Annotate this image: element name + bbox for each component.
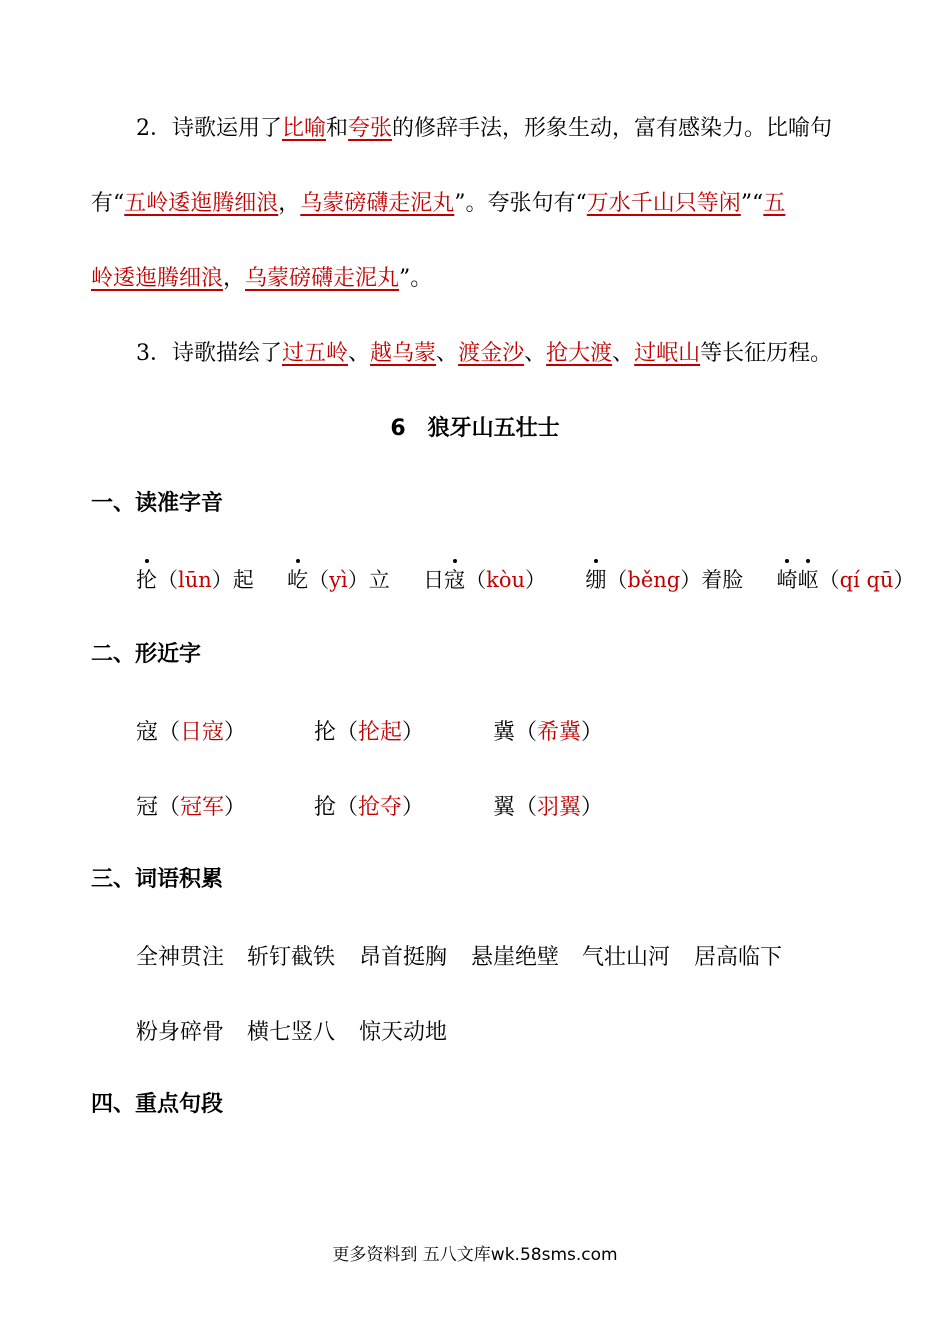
paren-open: （: [158, 720, 181, 745]
p3-suffix: 等长征历程。: [700, 341, 833, 366]
word-tail: 起: [232, 568, 254, 592]
paren-open: （: [818, 568, 840, 592]
p3-sep: 、: [612, 341, 635, 366]
paren-open: （: [336, 795, 359, 820]
p2-line2: [91, 189, 785, 219]
answer-metaphor-2: 乌蒙磅礴走泥丸: [300, 191, 455, 216]
dotted-char: 岖: [798, 565, 819, 595]
p2-mid2: ”“: [740, 191, 764, 216]
paren-open: （: [158, 795, 181, 820]
pronunciation-item: [423, 568, 553, 592]
answer-exaggeration-2a: 五: [763, 191, 786, 216]
similar-char-item: [314, 790, 424, 821]
pinyin: qí qū: [839, 568, 894, 592]
answer-bi-yu: 比喻: [282, 116, 327, 141]
p2-rest: 的修辞手法，形象生动，富有感染力。比喻句: [392, 116, 833, 141]
similar-char: 冀: [493, 720, 516, 745]
paren-open: （: [308, 568, 330, 592]
section1-heading: 一、读准字音: [91, 491, 224, 516]
word-tail: 立: [368, 568, 390, 592]
similar-char-item: [493, 715, 603, 746]
paren-open: （: [465, 568, 487, 592]
similar-word: 希冀: [537, 720, 582, 745]
answer-route-5: 过岷山: [634, 341, 701, 366]
similar-char: 抡: [314, 720, 337, 745]
paren-close: ）: [402, 720, 425, 745]
vocab-word: 粉身碎骨: [136, 1020, 225, 1045]
paren-open: （: [336, 720, 359, 745]
pronunciation-row: [136, 565, 914, 595]
p2-end: ”。: [399, 266, 433, 291]
p3-line: [136, 339, 832, 369]
answer-route-2: 越乌蒙: [370, 341, 437, 366]
p2-quote-open: 有“: [91, 191, 125, 216]
p2-prefix: 2．诗歌运用了: [136, 116, 282, 141]
similar-char: 寇: [136, 720, 159, 745]
vocab-word: 昂首挺胸: [359, 945, 448, 970]
p3-sep: 、: [524, 341, 547, 366]
similar-char: 翼: [493, 795, 516, 820]
answer-exaggeration-2b: 岭逶迤腾细浪: [91, 266, 224, 291]
similar-word: 抢夺: [358, 795, 403, 820]
section3-heading: 三、词语积累: [91, 867, 224, 892]
p2-line3: [91, 264, 432, 294]
similar-word: 冠军: [180, 795, 225, 820]
similar-word: 日寇: [180, 720, 225, 745]
answer-exaggeration-2c: 乌蒙磅礴走泥丸: [245, 266, 400, 291]
p3-prefix: 3．诗歌描绘了: [136, 341, 282, 366]
pronunciation-item: [136, 568, 260, 592]
vocab-word: 全神贯注: [136, 945, 225, 970]
paren-close: ）: [680, 568, 702, 592]
paren-close: ）: [525, 568, 547, 592]
vocab-word: 气壮山河: [582, 945, 671, 970]
dotted-char: 抡: [136, 565, 157, 595]
p3-sep: 、: [436, 341, 459, 366]
similar-char-item: [136, 715, 246, 746]
paren-open: （: [515, 795, 538, 820]
similar-char: 冠: [136, 795, 159, 820]
pinyin: lūn: [178, 568, 212, 592]
p2-he: 和: [326, 116, 349, 141]
similar-char-item: [493, 790, 603, 821]
paren-close: ）: [402, 795, 425, 820]
similar-word: 抡起: [358, 720, 403, 745]
paren-close: ）: [224, 720, 247, 745]
paren-close: ）: [581, 720, 604, 745]
similar-char-item: [314, 715, 424, 746]
p2-mid: ”。夸张句有“: [454, 191, 587, 216]
vocab-word: 斩钉截铁: [247, 945, 336, 970]
word-head: 日: [423, 568, 445, 592]
p2-comma2: ，: [223, 266, 246, 291]
vocab-word: 横七竖八: [247, 1020, 336, 1045]
vocab-word: 悬崖绝壁: [471, 945, 560, 970]
p2-comma: ，: [278, 191, 301, 216]
paren-open: （: [157, 568, 178, 592]
p2-line1: [136, 114, 832, 144]
vocab-word: 居高临下: [694, 945, 783, 970]
similar-char-item: [136, 790, 246, 821]
paren-close: ）: [893, 568, 915, 592]
answer-route-3: 渡金沙: [458, 341, 525, 366]
paren-close: ）: [211, 568, 233, 592]
pinyin: kòu: [486, 568, 526, 592]
footer-note: 更多资料到 五八文库wk.58sms.com: [332, 1245, 618, 1265]
section2-heading: 二、形近字: [91, 642, 202, 667]
paren-close: ）: [224, 795, 247, 820]
paren-open: （: [515, 720, 538, 745]
answer-kua-zhang: 夸张: [348, 116, 393, 141]
answer-route-4: 抢大渡: [546, 341, 613, 366]
pinyin: běng: [627, 568, 681, 592]
pronunciation-item: [287, 568, 396, 592]
lesson-title: 6 狼牙山五壮士: [390, 416, 560, 441]
paren-close: ）: [347, 568, 369, 592]
paren-open: （: [606, 568, 628, 592]
paren-close: ）: [581, 795, 604, 820]
dotted-char: 屹: [287, 565, 308, 595]
similar-char: 抢: [314, 795, 337, 820]
p3-sep: 、: [348, 341, 371, 366]
dotted-char: 崎: [777, 565, 798, 595]
answer-metaphor-1: 五岭逶迤腾细浪: [124, 191, 279, 216]
answer-exaggeration: 万水千山只等闲: [586, 191, 741, 216]
similar-word: 羽翼: [537, 795, 582, 820]
dotted-char: 寇: [444, 565, 465, 595]
answer-route-1: 过五岭: [282, 341, 349, 366]
word-tail: 着脸: [701, 568, 744, 592]
pinyin: yì: [329, 568, 348, 592]
vocab-word: 惊天动地: [359, 1020, 448, 1045]
section4-heading: 四、重点句段: [91, 1092, 224, 1117]
pronunciation-item: [585, 568, 750, 592]
dotted-char: 绷: [585, 565, 606, 595]
pronunciation-item: [777, 568, 915, 592]
